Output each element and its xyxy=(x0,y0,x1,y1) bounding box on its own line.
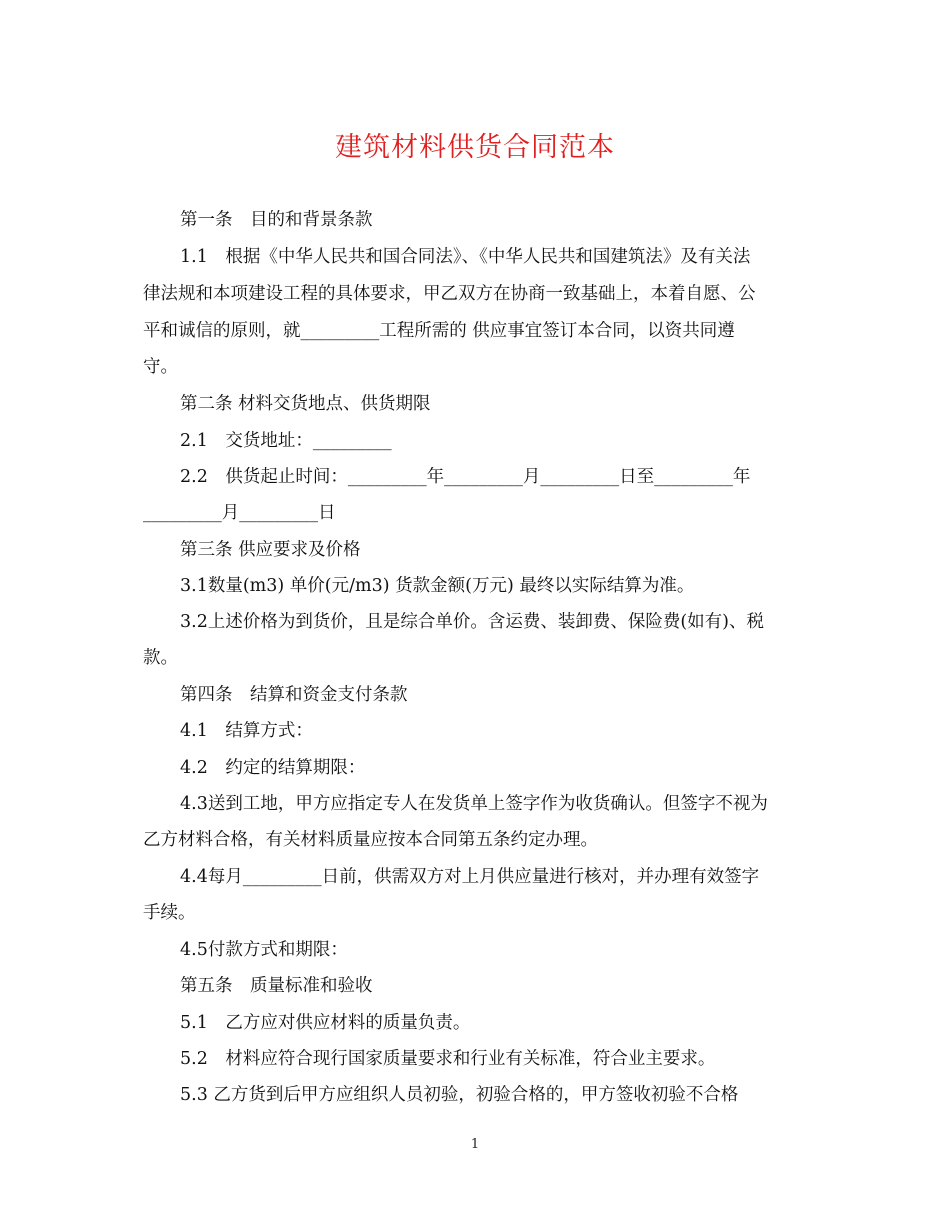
article-1-heading: 第一条 目的和背景条款 xyxy=(180,210,373,230)
article-2-heading: 第二条 材料交货地点、供货期限 xyxy=(180,394,431,414)
page-number: 1 xyxy=(470,1137,480,1152)
paragraph-4-3-line-2: 乙方材料合格，有关材料质量应按本合同第五条约定办理。 xyxy=(143,830,598,850)
document-title: 建筑材料供货合同范本 xyxy=(335,132,615,163)
paragraph-5-3-line-1: 5.3 乙方货到后甲方应组织人员初验，初验合格的，甲方签收初验不合格 xyxy=(180,1085,739,1105)
paragraph-4-2: 4.2 约定的结算期限： xyxy=(180,758,366,778)
paragraph-4-4-line-1: 4.4每月_________日前，供需双方对上月供应量进行核对，并办理有效签字 xyxy=(180,867,760,887)
paragraph-1-1-line-2: 律法规和本项建设工程的具体要求，甲乙双方在协商一致基础上，本着自愿、公 xyxy=(143,284,756,304)
paragraph-1-1-line-1: 1.1 根据《中华人民共和国合同法》、《中华人民共和国建筑法》及有关法 xyxy=(180,247,751,267)
paragraph-3-2-line-2: 款。 xyxy=(143,648,178,668)
paragraph-4-3-line-1: 4.3送到工地，甲方应指定专人在发货单上签字作为收货确认。但签字不视为 xyxy=(180,794,768,814)
paragraph-2-2-line-2: _________月_________日 xyxy=(143,503,336,523)
article-5-heading: 第五条 质量标准和验收 xyxy=(180,976,373,996)
paragraph-5-2: 5.2 材料应符合现行国家质量要求和行业有关标准，符合业主要求。 xyxy=(180,1049,716,1069)
paragraph-1-1-line-4: 守。 xyxy=(143,357,178,377)
paragraph-1-1-line-3: 平和诚信的原则，就_________工程所需的 供应事宜签订本合同，以资共同遵 xyxy=(143,321,735,341)
paragraph-3-2-line-1: 3.2上述价格为到货价，且是综合单价。含运费、装卸费、保险费(如有)、税 xyxy=(180,612,764,632)
paragraph-2-1: 2.1 交货地址：_________ xyxy=(180,431,392,451)
paragraph-2-2-line-1: 2.2 供货起止时间：_________年_________月_________日至_________年 xyxy=(180,467,751,487)
article-4-heading: 第四条 结算和资金支付条款 xyxy=(180,685,408,705)
paragraph-4-1: 4.1 结算方式： xyxy=(180,721,313,741)
article-3-heading: 第三条 供应要求及价格 xyxy=(180,540,361,560)
paragraph-4-4-line-2: 手续。 xyxy=(143,903,196,923)
paragraph-4-5: 4.5付款方式和期限： xyxy=(180,940,348,960)
paragraph-3-1: 3.1数量(m3) 单价(元/m3) 货款金额(万元) 最终以实际结算为准。 xyxy=(180,576,695,596)
paragraph-5-1: 5.1 乙方应对供应材料的质量负责。 xyxy=(180,1013,471,1033)
